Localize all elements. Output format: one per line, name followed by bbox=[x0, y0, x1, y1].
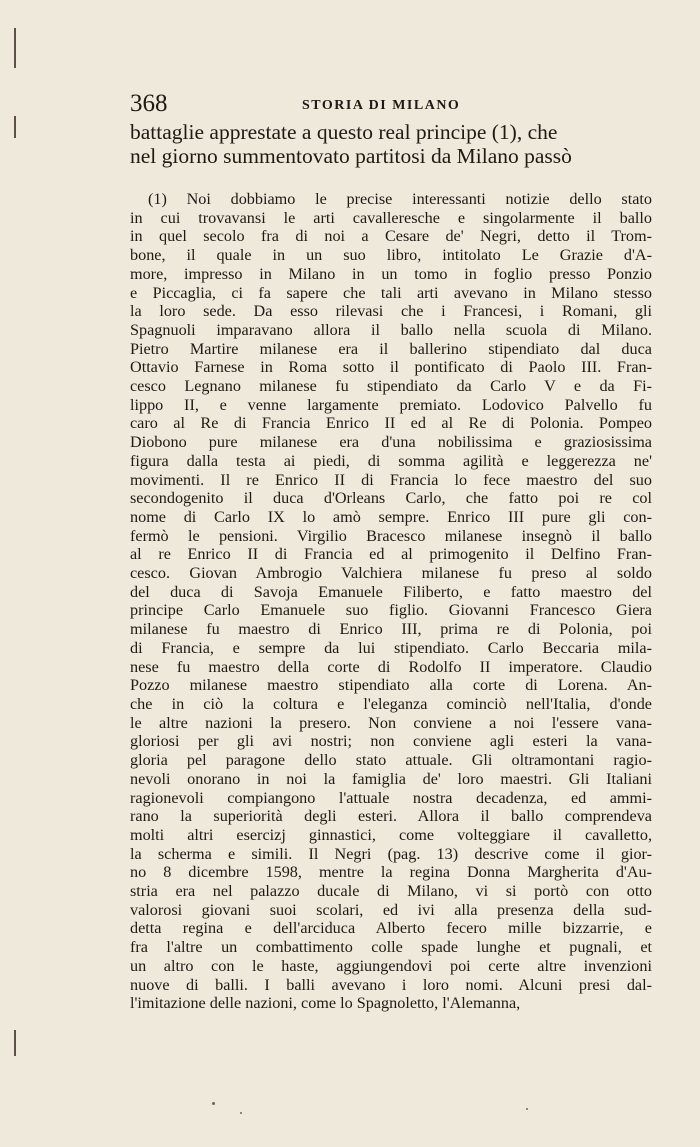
margin-mark bbox=[14, 1030, 16, 1056]
footnote-line: no 8 dicembre 1598, mentre la regina Donna Margherita d'Au- bbox=[130, 863, 652, 882]
footnote-line: e Piccaglia, ci fa sapere che tali arti avevano in Milano stesso bbox=[130, 283, 652, 302]
footnote-line: che in ciò la coltura e l'eleganza cominciò nell'Italia, d'onde bbox=[130, 694, 652, 713]
page-number: 368 bbox=[130, 90, 168, 117]
footnote-line: stria era nel palazzo ducale di Milano, vi si portò con otto bbox=[130, 882, 652, 901]
footnote-line: more, impresso in Milano in un tomo in foglio presso Ponzio bbox=[130, 264, 652, 283]
footnote-line: fra l'altre un combattimento colle spade lunghe et pugnali, et bbox=[130, 938, 652, 957]
footnote-line: fermò le pensioni. Virgilio Bracesco milanese insegnò il ballo bbox=[130, 526, 652, 545]
book-page bbox=[130, 90, 652, 1013]
paper-speck bbox=[526, 1108, 528, 1110]
main-text-line: nel giorno summentovato partitosi da Milano passò bbox=[130, 144, 572, 168]
footnote-line: valorosi giovani suoi scolari, ed ivi alla presenza della sud- bbox=[130, 900, 652, 919]
footnote-line: di Francia, e sempre da lui stipendiato. Carlo Beccaria mila- bbox=[130, 638, 652, 657]
footnote bbox=[130, 190, 652, 1013]
paper-speck bbox=[240, 1112, 242, 1114]
main-text-line: battaglie apprestate a questo real principe (1), che bbox=[130, 120, 558, 144]
footnote-line: un altro con le haste, aggiungendovi poi certe altre invenzioni bbox=[130, 956, 652, 975]
margin-mark bbox=[14, 28, 16, 68]
footnote-line: milanese fu maestro di Enrico III, prima re di Polonia, poi bbox=[130, 620, 652, 639]
footnote-line: in quel secolo fra di noi a Cesare de' Negri, detto il Trom- bbox=[130, 227, 652, 246]
main-text bbox=[130, 120, 652, 168]
footnote-line: Spagnuoli imparavano allora il ballo nella scuola di Milano. bbox=[130, 320, 652, 339]
footnote-line: molti altri esercizj ginnastici, come volteggiare il cavalletto, bbox=[130, 825, 652, 844]
footnote-line: del duca di Savoja Emanuele Filiberto, e fatto maestro del bbox=[130, 582, 652, 601]
footnote-line: nese fu maestro della corte di Rodolfo II imperatore. Claudio bbox=[130, 657, 652, 676]
running-title: STORIA DI MILANO bbox=[302, 98, 461, 113]
footnote-line: gloria pel paragone dello stato attuale. Gli oltramontani ragio- bbox=[130, 751, 652, 770]
footnote-line: figura dalla testa ai piedi, di somma agilità e leggerezza ne' bbox=[130, 451, 652, 470]
footnote-line: gloriosi per gli avi nostri; non conviene agli esteri la vana- bbox=[130, 732, 652, 751]
margin-mark bbox=[14, 116, 16, 138]
footnote-line: nevoli onorano in noi la famiglia de' loro maestri. Gli Italiani bbox=[130, 769, 652, 788]
page-header bbox=[130, 90, 652, 120]
footnote-line: secondogenito il duca d'Orleans Carlo, che fatto poi re col bbox=[130, 489, 652, 508]
footnote-line: nome di Carlo IX lo amò sempre. Enrico III pure gli con- bbox=[130, 507, 652, 526]
footnote-line: bone, il quale in un suo libro, intitolato Le Grazie d'A- bbox=[130, 246, 652, 265]
footnote-line: la scherma e simili. Il Negri (pag. 13) descrive come il gior- bbox=[130, 844, 652, 863]
footnote-line: movimenti. Il re Enrico II di Francia lo fece maestro del suo bbox=[130, 470, 652, 489]
footnote-line: caro al Re di Francia Enrico II ed al Re di Polonia. Pompeo bbox=[130, 414, 652, 433]
footnote-line: Ottavio Farnese in Roma sotto il pontificato di Paolo III. Fran- bbox=[130, 358, 652, 377]
footnote-line: principe Carlo Emanuele suo figlio. Giovanni Francesco Giera bbox=[130, 601, 652, 620]
footnote-line: Pietro Martire milanese era il ballerino stipendiato dal duca bbox=[130, 339, 652, 358]
footnote-line: nuove di balli. I balli avevano i loro nomi. Alcuni presi dal- bbox=[130, 975, 652, 994]
footnote-line: cesco. Giovan Ambrogio Valchiera milanese fu preso al soldo bbox=[130, 564, 652, 583]
footnote-line: l'imitazione delle nazioni, come lo Spagnoletto, l'Alemanna, bbox=[130, 994, 521, 1013]
footnote-line: lippo II, e venne largamente premiato. Lodovico Palvello fu bbox=[130, 395, 652, 414]
footnote-line: rano la superiorità degli esteri. Allora il ballo comprendeva bbox=[130, 807, 652, 826]
footnote-line: Diobono pure milanese era d'una nobilissima e graziosissima bbox=[130, 433, 652, 452]
footnote-line: Pozzo milanese maestro stipendiato alla corte di Lorena. An- bbox=[130, 676, 652, 695]
footnote-line: (1) Noi dobbiamo le precise interessanti notizie dello stato bbox=[148, 190, 652, 208]
footnote-line: le altre nazioni la presero. Non conviene a noi l'essere vana- bbox=[130, 713, 652, 732]
footnote-line: ragionevoli compiangono l'attuale nostra decadenza, ed ammi- bbox=[130, 788, 652, 807]
footnote-line: in cui trovavansi le arti cavalleresche e singolarmente il ballo bbox=[130, 208, 652, 227]
paper-speck bbox=[212, 1102, 215, 1105]
footnote-line: detta regina e dell'arciduca Alberto fecero mille bizzarrie, e bbox=[130, 919, 652, 938]
footnote-line: la loro sede. Da esso rilevasi che i Francesi, i Romani, gli bbox=[130, 302, 652, 321]
footnote-line: cesco Legnano milanese fu stipendiato da Carlo V e da Fi- bbox=[130, 377, 652, 396]
footnote-line: al re Enrico II di Francia ed al primogenito il Delfino Fran- bbox=[130, 545, 652, 564]
